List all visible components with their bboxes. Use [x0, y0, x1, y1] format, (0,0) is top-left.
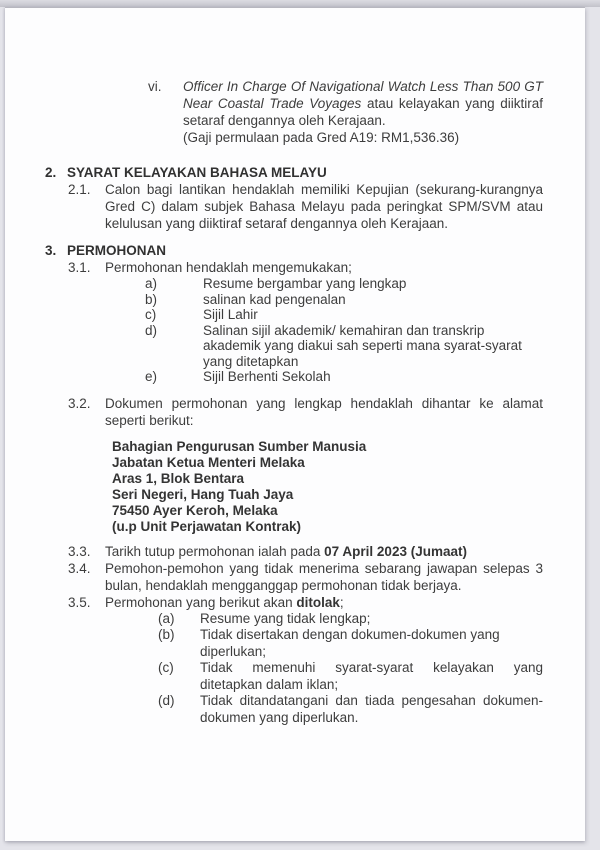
qualification-text [183, 78, 543, 129]
address-line: Bahagian Pengurusan Sumber Manusia [112, 438, 367, 454]
salary-note: (Gaji permulaan pada Gred A19: RM1,536.36) [183, 130, 460, 145]
list-item [145, 307, 543, 323]
list-marker: c) [145, 307, 157, 322]
list-marker: d) [145, 322, 158, 338]
section-title: SYARAT KELAYAKAN BAHASA MELAYU [67, 165, 327, 180]
list-marker: (c) [158, 660, 174, 675]
list-marker: (d) [158, 693, 175, 708]
photo-edge-strip [0, 0, 600, 7]
list-text: Tidak disertakan dengan dokumen-dokumen yang diperlukan; [200, 627, 500, 659]
item-text: Calon bagi lantikan hendaklah memiliki Kepujian (sekurang-kurangnya Gred C) dalam subjek Bahasa Melayu pada peringkat SPM/SVM atau kelulusan yang diiktiraf setaraf dengannya oleh Kerajaan. [105, 182, 543, 231]
item-3-4 [68, 560, 543, 594]
list-item [145, 276, 543, 292]
list-item [158, 611, 543, 628]
list-marker: (a) [158, 610, 175, 626]
list-text: Tidak memenuhi syarat-syarat kelayakan yang ditetapkan dalam iklan; [200, 660, 543, 692]
list-text: Salinan sijil akademik/ kemahiran dan transkrip akademik yang diakui sah seperti mana syarat-syarat yang ditetapkan [203, 322, 522, 369]
list-item [145, 292, 543, 308]
qualification-title-italic: Officer In Charge Of Navigational Watch Less Than 500 GT Near Coastal Trade Voyages [183, 79, 543, 111]
item-number: 3.2. [68, 395, 91, 411]
section-title: PERMOHONAN [67, 243, 167, 258]
address-line: Jabatan Ketua Menteri Melaka [112, 454, 305, 470]
section-number: 2. [45, 165, 57, 180]
item-text: Permohonan yang berikut akan ditolak; [105, 594, 344, 610]
list-text: Tidak ditandatangani dan tiada pengesahan dokumen-dokumen yang diperlukan. [200, 693, 543, 725]
item-3-5 [68, 594, 543, 611]
item-text: Dokumen permohonan yang lengkap hendaklah dihantar ke alamat seperti berikut: [105, 395, 543, 428]
item-3-3 [68, 543, 543, 560]
item-number: 3.4. [68, 560, 91, 576]
list-item [145, 369, 543, 385]
list-text: Resume yang tidak lengkap; [200, 610, 371, 626]
list-text: Resume bergambar yang lengkap [203, 276, 407, 291]
list-text: Sijil Berhenti Sekolah [203, 369, 331, 384]
item-number: 3.5. [68, 594, 91, 610]
item-number: 3.3. [68, 543, 91, 559]
item-3-2 [68, 395, 543, 429]
list-item [158, 693, 543, 726]
list-marker: a) [145, 276, 158, 291]
item-number: 3.1. [68, 260, 91, 275]
address-line: 75450 Ayer Keroh, Melaka [112, 502, 278, 518]
list-marker: vi. [148, 79, 162, 94]
section-2-heading [45, 164, 543, 181]
section-number: 3. [45, 243, 57, 258]
item-text: Permohonan hendaklah mengemukakan; [105, 260, 352, 275]
closing-date: 07 April 2023 (Jumaat) [324, 543, 467, 559]
address-block [112, 439, 543, 535]
item-text: Tarikh tutup permohonan ialah pada 07 April 2023 (Jumaat) [105, 543, 467, 559]
document-page [5, 7, 585, 841]
list-text: salinan kad pengenalan [203, 291, 346, 307]
section-3-heading [45, 242, 543, 259]
qualification-item-vi [148, 78, 543, 129]
item-3-1 [68, 259, 543, 276]
list-item [158, 627, 543, 660]
address-line: (u.p Unit Perjawatan Kontrak) [112, 518, 302, 534]
address-line: Aras 1, Blok Bentara [112, 470, 245, 486]
address-line: Seri Negeri, Hang Tuah Jaya [112, 486, 294, 502]
list-item [145, 323, 543, 370]
list-text: Sijil Lahir [203, 307, 258, 322]
list-item [158, 660, 543, 693]
rejected-keyword: ditolak [296, 594, 340, 610]
item-2-1 [68, 181, 543, 232]
list-marker: b) [145, 291, 158, 307]
list-marker: (b) [158, 627, 175, 642]
item-number: 2.1. [68, 182, 91, 197]
qualification-text-normal: atau kelayakan yang diiktiraf setaraf dengannya oleh Kerajaan. [183, 96, 543, 128]
list-marker: e) [145, 369, 158, 384]
salary-note-row [148, 129, 543, 146]
item-text: Pemohon-pemohon yang tidak menerima sebarang jawapan selepas 3 bulan, hendaklah mengganggap permohonan tidak berjaya. [105, 560, 543, 593]
